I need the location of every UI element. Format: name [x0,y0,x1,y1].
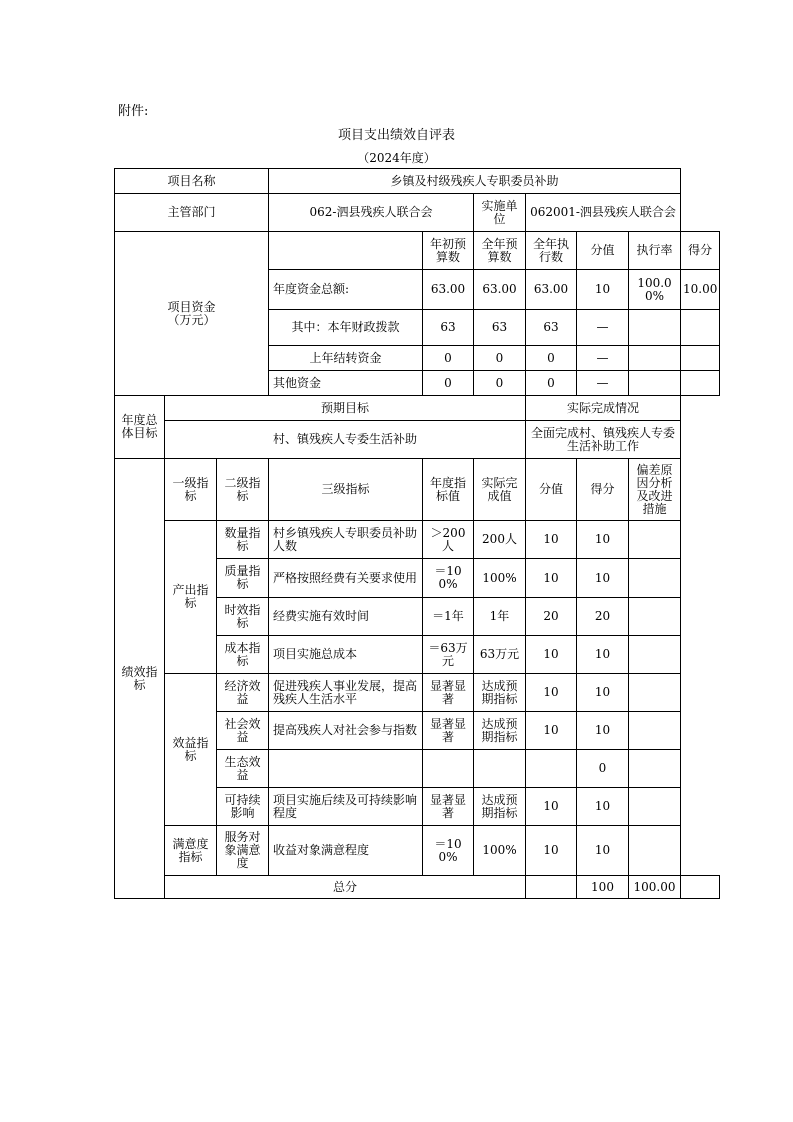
indicator-deviation [629,712,681,750]
indicator-score: 10 [577,559,629,598]
funds-header-executed: 全年执行数 [526,232,577,270]
goals-actual-value: 全面完成村、镇残疾人专委生活补助工作 [526,421,681,459]
funds-row-score-value: 10 [577,270,629,310]
indicator-score: 10 [577,788,629,826]
funds-header-score-value: 分值 [577,232,629,270]
funds-row-score-value: — [577,371,629,396]
indicator-actual: 1年 [474,598,526,636]
department-row [115,194,720,232]
total-blank [526,876,577,899]
indicator-row [115,674,720,712]
funds-row-executed: 0 [526,346,577,371]
funds-row-rate [629,310,681,346]
indicator-actual: 200人 [474,521,526,559]
funds-row-executed: 63.00 [526,270,577,310]
indicator-deviation [629,826,681,876]
indicator-level3: 严格按照经费有关要求使用 [269,559,423,598]
indicator-level2: 经济效益 [217,674,269,712]
indicator-deviation [629,750,681,788]
indicator-actual: 100% [474,559,526,598]
funds-row-executed: 63 [526,310,577,346]
funds-row-annual: 0 [474,371,526,396]
indicator-score: 10 [577,636,629,674]
perf-header-row [115,459,720,521]
indicator-level2: 数量指标 [217,521,269,559]
indicator-score: 10 [577,674,629,712]
funds-header-rate: 执行率 [629,232,681,270]
indicator-level2: 社会效益 [217,712,269,750]
indicator-score: 10 [577,712,629,750]
indicator-actual: 达成预期指标 [474,712,526,750]
total-deviation [681,876,720,899]
funds-row-initial: 0 [423,371,474,396]
project-name-value: 乡镇及村级残疾人专职委员补助 [269,169,681,194]
funds-row-label: 年度资金总额: [269,270,423,310]
indicator-row [115,826,720,876]
funds-row-score-value: — [577,310,629,346]
perf-header-deviation: 偏差原因分析及改进措施 [629,459,681,521]
funds-row-annual: 63 [474,310,526,346]
indicator-level3: 收益对象满意程度 [269,826,423,876]
document-year: （2024年度） [357,151,436,165]
indicator-level1: 产出指标 [165,521,217,674]
indicator-target: 显著显著 [423,788,474,826]
funds-header-initial: 年初预算数 [423,232,474,270]
indicator-level3: 村乡镇残疾人专职委员补助人数 [269,521,423,559]
funds-row-executed: 0 [526,371,577,396]
indicator-target: 显著显著 [423,712,474,750]
indicator-level3: 经费实施有效时间 [269,598,423,636]
funds-row-annual: 0 [474,346,526,371]
indicator-target: ＝63万元 [423,636,474,674]
perf-header-target: 年度指标值 [423,459,474,521]
attachment-label: 附件: [118,104,149,119]
indicator-score: 10 [577,826,629,876]
indicator-score-value [526,750,577,788]
funds-row-score [681,346,720,371]
indicator-deviation [629,788,681,826]
indicator-deviation [629,636,681,674]
indicator-deviation [629,521,681,559]
perf-label: 绩效指标 [115,459,165,899]
indicator-target: ＝1年 [423,598,474,636]
indicator-score-value: 10 [526,521,577,559]
indicator-level2: 生态效益 [217,750,269,788]
funds-row-score [681,310,720,346]
department-label: 主管部门 [115,194,269,232]
goals-expected-label: 预期目标 [165,396,526,421]
funds-header-score: 得分 [681,232,720,270]
indicator-level3: 促进残疾人事业发展，提高残疾人生活水平 [269,674,423,712]
total-label: 总分 [165,876,526,899]
funds-row-label: 其中：本年财政拨款 [269,310,423,346]
funds-header-blank [269,232,423,270]
indicator-level2: 时效指标 [217,598,269,636]
funds-row-score: 10.00 [681,270,720,310]
goals-header-row [115,396,720,421]
funds-row-initial: 63 [423,310,474,346]
indicator-level3: 项目实施后续及可持续影响程度 [269,788,423,826]
indicator-deviation [629,674,681,712]
funds-row-initial: 63.00 [423,270,474,310]
perf-header-score-value: 分值 [526,459,577,521]
perf-header-level2: 二级指标 [217,459,269,521]
implementing-unit-label: 实施单位 [474,194,526,232]
total-row [115,876,720,899]
indicator-deviation [629,559,681,598]
funds-row-rate: 100.00% [629,270,681,310]
total-score-value: 100 [577,876,629,899]
indicator-actual: 达成预期指标 [474,788,526,826]
indicator-target: ＝100% [423,826,474,876]
indicator-score-value: 20 [526,598,577,636]
perf-header-level1: 一级指标 [165,459,217,521]
indicator-deviation [629,598,681,636]
indicator-score-value: 10 [526,788,577,826]
indicator-score-value: 10 [526,559,577,598]
evaluation-table [114,168,720,899]
indicator-level2: 可持续影响 [217,788,269,826]
indicator-level3 [269,750,423,788]
funds-row-initial: 0 [423,346,474,371]
perf-header-actual: 实际完成值 [474,459,526,521]
funds-row-score-value: — [577,346,629,371]
indicator-score: 20 [577,598,629,636]
perf-header-level3: 三级指标 [269,459,423,521]
indicator-actual: 达成预期指标 [474,674,526,712]
indicator-level2: 成本指标 [217,636,269,674]
indicator-level1: 效益指标 [165,674,217,826]
funds-header-row [115,232,720,270]
indicator-level2: 质量指标 [217,559,269,598]
indicator-score-value: 10 [526,674,577,712]
implementing-unit-value: 062001-泗县残疾人联合会 [526,194,681,232]
indicator-target: ＝100% [423,559,474,598]
goals-label: 年度总体目标 [115,396,165,459]
indicator-level2: 服务对象满意度 [217,826,269,876]
indicator-score-value: 10 [526,826,577,876]
funds-row-annual: 63.00 [474,270,526,310]
indicator-target [423,750,474,788]
indicator-target: 显著显著 [423,674,474,712]
total-score: 100.00 [629,876,681,899]
perf-header-score: 得分 [577,459,629,521]
indicator-actual [474,750,526,788]
project-name-label: 项目名称 [115,169,269,194]
indicator-actual: 100% [474,826,526,876]
goals-content-row [115,421,720,459]
indicator-score-value: 10 [526,712,577,750]
indicator-score: 10 [577,521,629,559]
funds-row-score [681,371,720,396]
indicator-level1: 满意度指标 [165,826,217,876]
project-name-row [115,169,720,194]
indicator-row [115,521,720,559]
indicator-actual: 63万元 [474,636,526,674]
funds-row-label: 其他资金 [269,371,423,396]
funds-row-rate [629,346,681,371]
funds-row-rate [629,371,681,396]
indicator-target: ＞200人 [423,521,474,559]
funds-row-label: 上年结转资金 [269,346,423,371]
department-value: 062-泗县残疾人联合会 [269,194,474,232]
funds-label: 项目资金 （万元） [115,232,269,396]
goals-expected-value: 村、镇残疾人专委生活补助 [165,421,526,459]
indicator-score: 0 [577,750,629,788]
indicator-level3: 项目实施总成本 [269,636,423,674]
indicator-score-value: 10 [526,636,577,674]
funds-header-annual: 全年预算数 [474,232,526,270]
indicator-level3: 提高残疾人对社会参与指数 [269,712,423,750]
goals-actual-label: 实际完成情况 [526,396,681,421]
document-title: 项目支出绩效自评表 [337,128,455,143]
